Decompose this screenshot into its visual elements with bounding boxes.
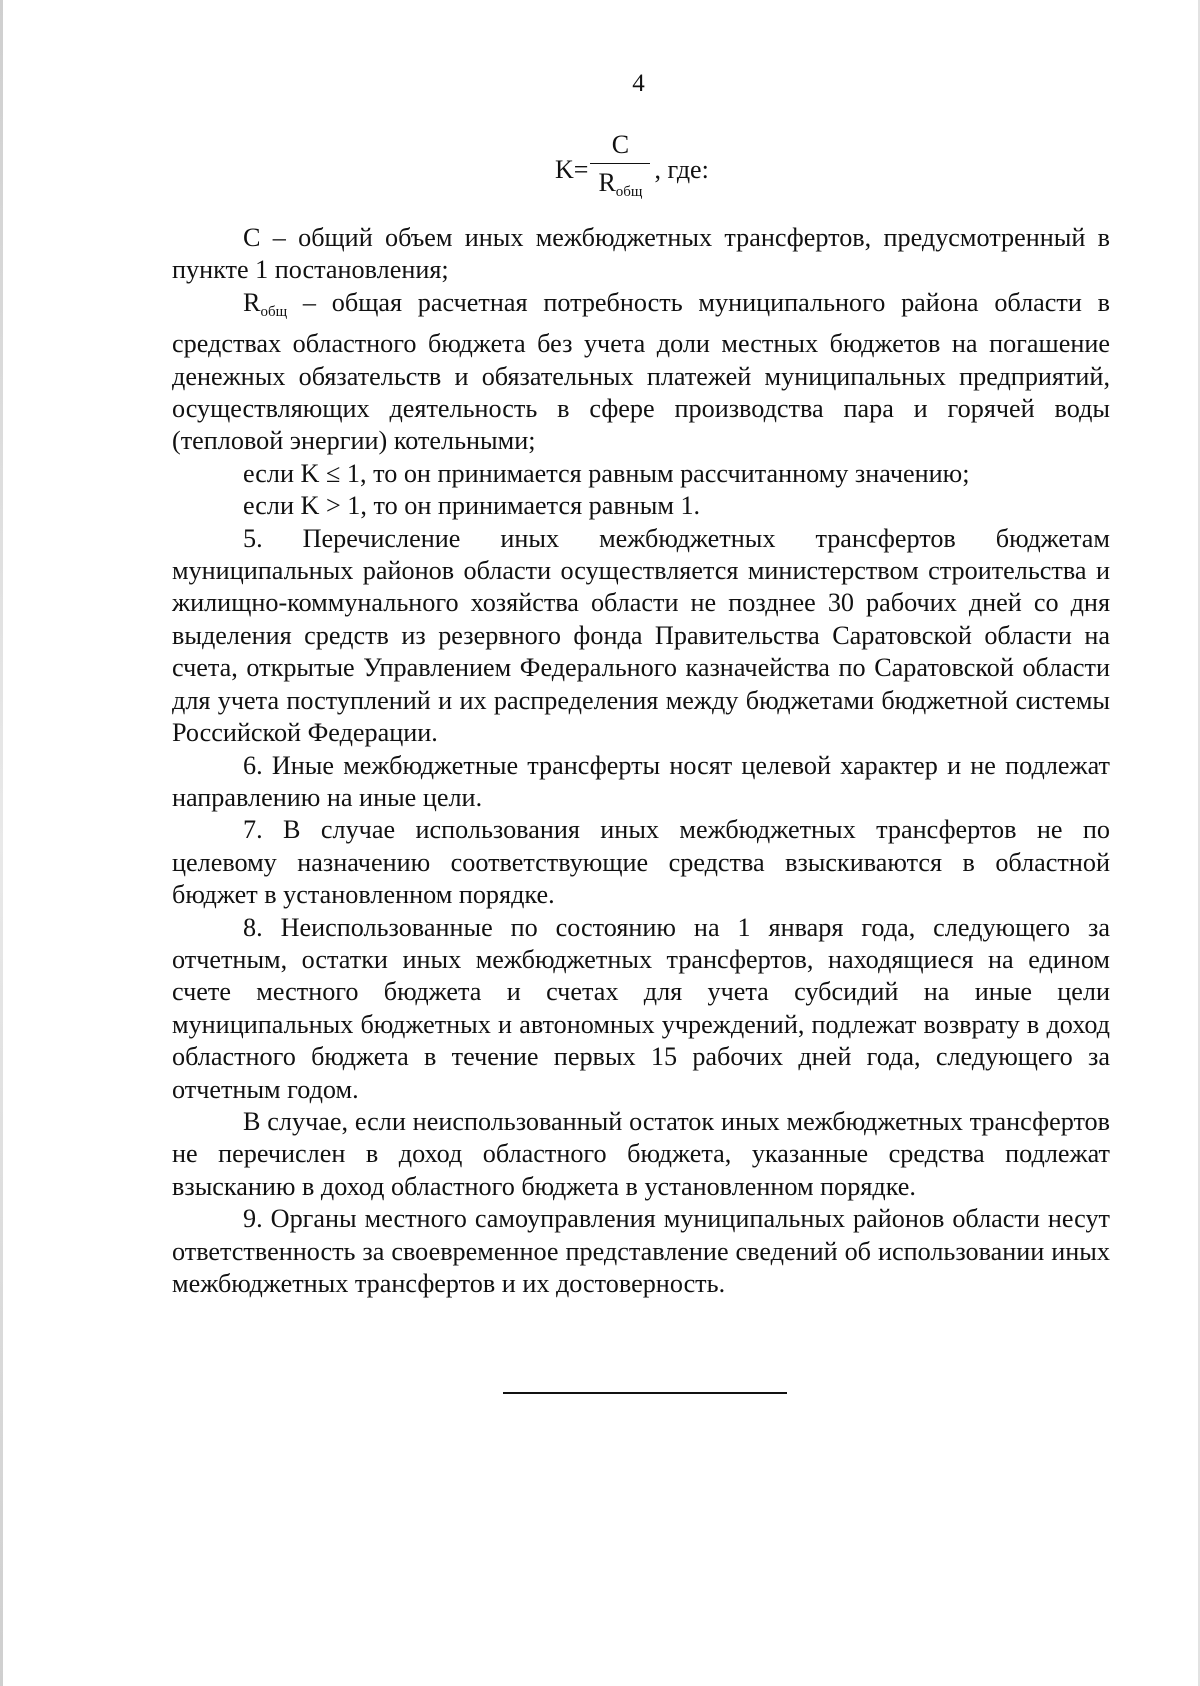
r-symbol: R	[243, 287, 261, 317]
end-of-document-line	[503, 1392, 787, 1394]
body-text	[172, 222, 1110, 1300]
scan-edge-left	[0, 0, 3, 1686]
page-number: 4	[632, 70, 645, 97]
formula-numerator: C	[611, 130, 630, 159]
paragraph-9: 9. Органы местного самоуправления муниципальных районов области несут ответственность за своевременное представление сведений об использовании иных межбюджетных трансфертов и их достоверность.	[172, 1204, 1110, 1298]
r-definition-text: – общая расчетная потребность муниципального района области в средствах областного бюджета без учета доли местных бюджетов на погашение денежных обязательств и обязательных платежей муниципальных предприятий, осуществляющих деятельность в сфере производства пара и горячей воды (тепловой энергии) котельными;	[172, 287, 1110, 456]
formula	[555, 130, 709, 209]
definition-r	[172, 287, 1110, 458]
paragraph-5: 5. Перечисление иных межбюджетных трансфертов бюджетам муниципальных районов области осуществляется министерством строительства и жилищно-коммунального хозяйства области не позднее 30 рабочих дней со дня выделения средств из резервного фонда Правительства Саратовской области на счета, открытые Управлением Федерального казначейства по Саратовской области для учета поступлений и их распределения между бюджетами бюджетной системы Российской Федерации.	[172, 523, 1110, 748]
definition-c: C – общий объем иных межбюджетных трансфертов, предусмотренный в пункте 1 постановления;	[172, 223, 1110, 285]
r-subscript: общ	[260, 303, 288, 320]
formula-denominator	[598, 164, 642, 209]
formula-denominator-sub: общ	[615, 184, 643, 200]
paragraph-6: 6. Иные межбюджетные трансферты носят целевой характер и не подлежат направлению на иные цели.	[172, 750, 1110, 812]
condition-gt: если K > 1, то он принимается равным 1.	[243, 491, 701, 521]
paragraph-8: 8. Неиспользованные по состоянию на 1 января года, следующего за отчетным, остатки иных межбюджетных трансфертов, находящиеся на едином счете местного бюджета и счетах для учета субсидий на иные цели муниципальных бюджетных и автономных учреждений, подлежат возврату в доход областного бюджета в течение первых 15 рабочих дней года, следующего за отчетным годом.	[172, 912, 1110, 1104]
paragraph-8-continuation: В случае, если неиспользованный остаток иных межбюджетных трансфертов не перечислен в доход областного бюджета, указанные средства подлежат взысканию в доход областного бюджета в установленном порядке.	[172, 1106, 1110, 1201]
formula-tail: , где:	[654, 154, 709, 184]
formula-lhs: K=	[555, 154, 589, 184]
formula-denominator-base: R	[598, 168, 616, 197]
formula-fraction	[590, 130, 650, 209]
condition-le: если K ≤ 1, то он принимается равным рассчитанному значению;	[243, 458, 970, 488]
paragraph-7: 7. В случае использования иных межбюджетных трансфертов не по целевому назначению соответствующие средства взыскиваются в областной бюджет в установленном порядке.	[172, 815, 1110, 910]
